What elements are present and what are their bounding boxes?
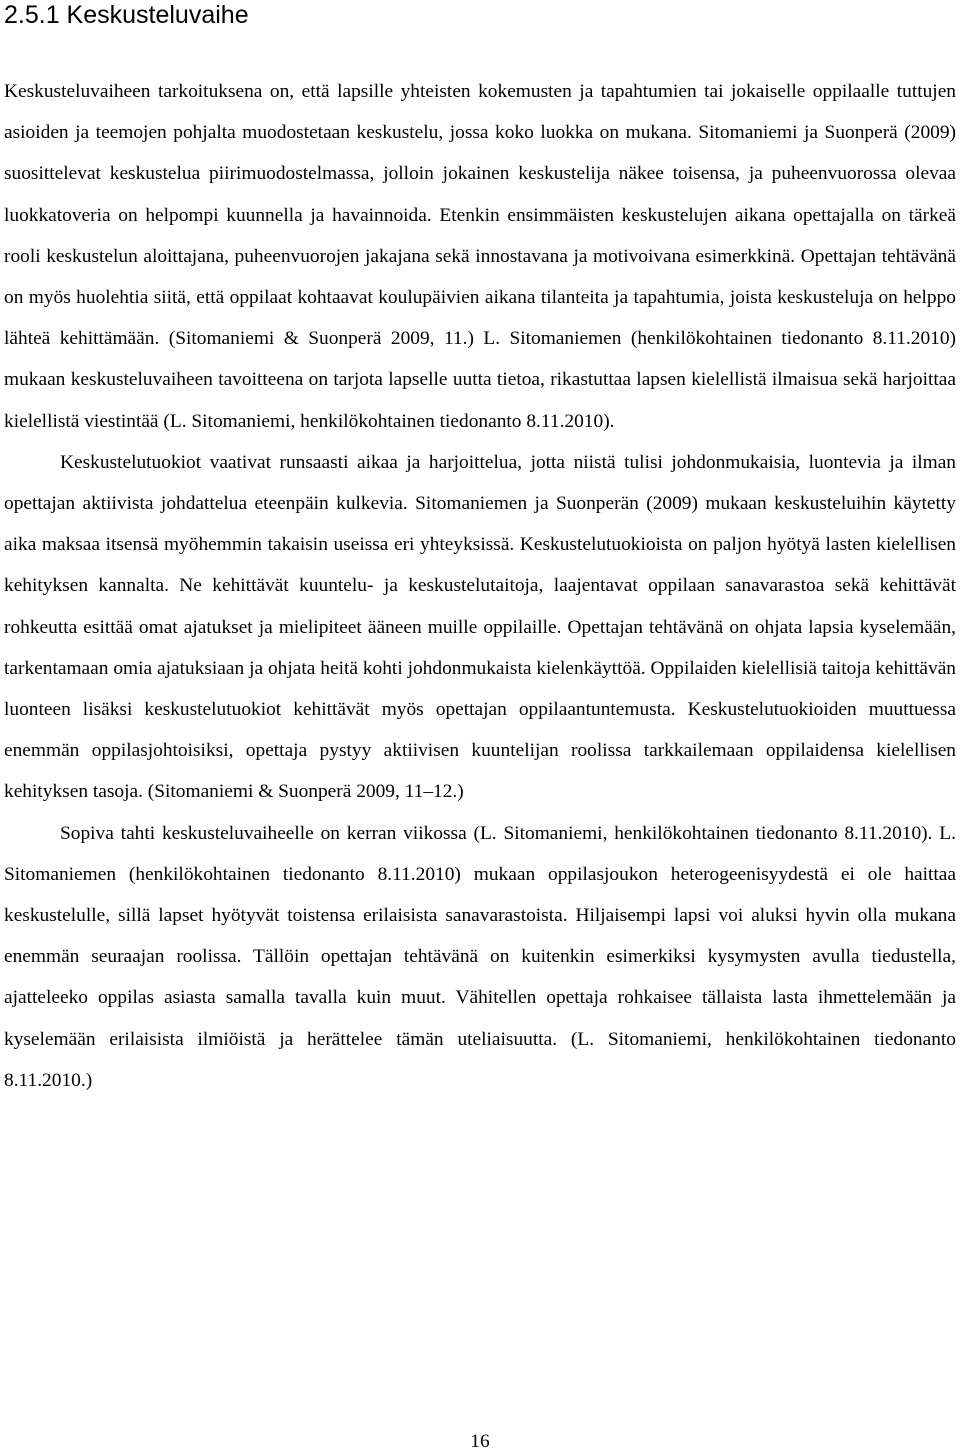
body-text: [4, 71, 956, 1101]
paragraph-3: Sopiva tahti keskusteluvaiheelle on kerran viikossa (L. Sitomaniemi, henkilökohtainen tiedonanto 8.11.2010). L. Sitomaniemen (henkilökohtainen tiedonanto 8.11.2010) mukaan oppilasjoukon heterogeenisyydestä ei ole haittaa keskustelulle, sillä lapset hyötyvät toistensa erilaisista sanavarastoista. Hiljaisempi lapsi voi aluksi hyvin olla mukana enemmän seuraajan roolissa. Tällöin opettajan tehtävänä on kuitenkin esimerkiksi kysymysten avulla tiedustella, ajatteleeko oppilas asiasta samalla tavalla kuin muut. Vähitellen opettaja rohkaisee tällaista lasta ihmettelemään ja kyselemään erilaisista ilmiöistä ja herättelee tämän uteliaisuutta. (L. Sitomaniemi, henkilökohtainen tiedonanto 8.11.2010.): [4, 822, 956, 1091]
page-number: 16: [470, 1431, 490, 1452]
paragraph-2: Keskustelutuokiot vaativat runsaasti aikaa ja harjoittelua, jotta niistä tulisi johdonmukaisia, luontevia ja ilman opettajan aktiivista johdattelua eteenpäin kulkevia. Sitomaniemen ja Suonperän (2009) mukaan keskusteluihin käytetty aika maksaa itsensä myöhemmin takaisin useissa eri yhteyksissä. Keskustelutuokioista on paljon hyötyä lasten kielellisen kehityksen kannalta. Ne kehittävät kuuntelu- ja keskustelutaitoja, laajentavat oppilaan sanavarastoa sekä kehittävät rohkeutta esittää omat ajatukset ja mielipiteet ääneen muille oppilaille. Opettajan tehtävänä on ohjata lapsia kyselemään, tarkentamaan omia ajatuksiaan ja ohjata heitä kohti johdonmukaista kielenkäyttöä. Oppilaiden kielellisiä taitoja kehittävän luonteen lisäksi keskustelutuokiot kehittävät myös opettajan oppilaantuntemusta. Keskustelutuokioiden muuttuessa enemmän oppilasjohtoisiksi, opettaja pystyy aktiivisen kuuntelijan roolissa tarkkailemaan oppilaidensa kielellisen kehityksen tasoja. (Sitomaniemi & Suonperä 2009, 11–12.): [4, 451, 956, 803]
paragraph-1: Keskusteluvaiheen tarkoituksena on, että lapsille yhteisten kokemusten ja tapahtumien tai jokaiselle oppilaalle tuttujen asioiden ja teemojen pohjalta muodostetaan keskustelu, jossa koko luokka on mukana. Sitomaniemi ja Suonperä (2009) suosittelevat keskustelua piirimuodostelmassa, jolloin jokainen keskustelija näkee toisensa, ja puheenvuorossa olevaa luokkatoveria on helpompi kuunnella ja havainnoida. Etenkin ensimmäisten keskustelujen aikana opettajalla on tärkeä rooli keskustelun aloittajana, puheenvuorojen jakajana sekä innostavana ja motivoivana esimerkkinä. Opettajan tehtävänä on myös huolehtia siitä, että oppilaat kohtaavat koulupäivien aikana tilanteita ja tapahtumia, joista keskusteluja on helppo lähteä kehittämään. (Sitomaniemi & Suonperä 2009, 11.) L. Sitomaniemen (henkilökohtainen tiedonanto 8.11.2010) mukaan keskusteluvaiheen tavoitteena on tarjota lapselle uutta tietoa, rikastuttaa lapsen kielellistä ilmaisua sekä harjoittaa kielellistä viestintää (L. Sitomaniemi, henkilökohtainen tiedonanto 8.11.2010).: [4, 81, 956, 432]
section-heading: 2.5.1 Keskusteluvaihe: [4, 1, 249, 29]
